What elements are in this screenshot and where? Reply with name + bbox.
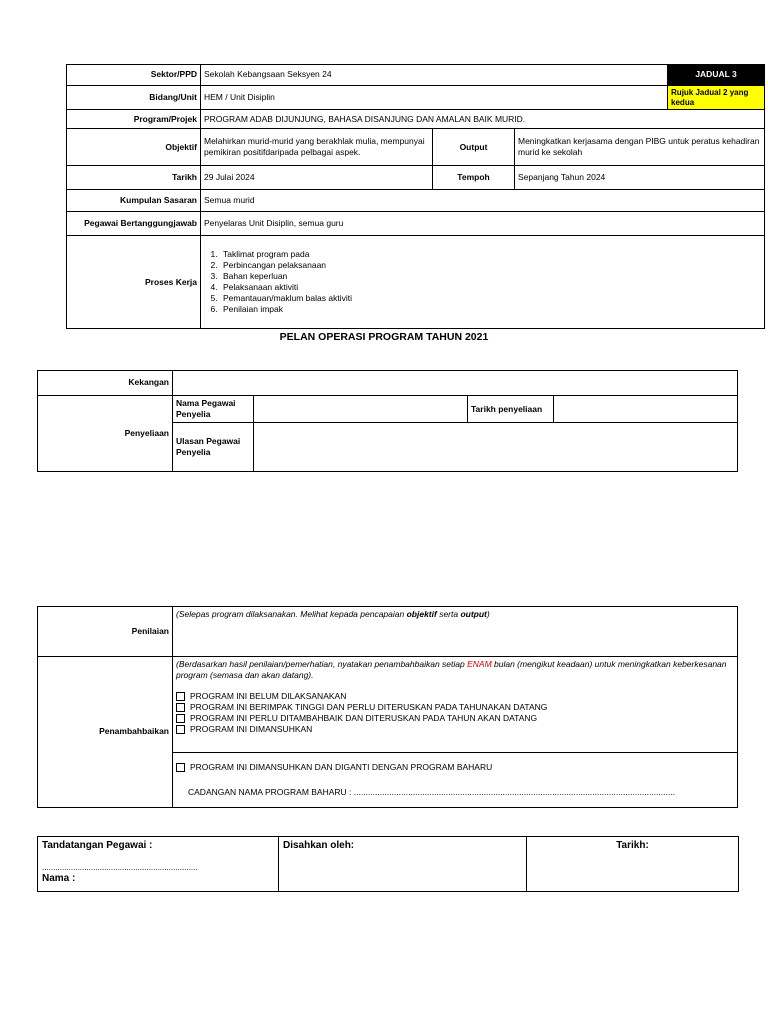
option-label: PROGRAM INI DIMANSUHKAN [190,724,313,735]
signature-table [37,836,739,892]
penambahbaikan-note [176,659,734,681]
nama-pegawai-field[interactable] [254,396,468,423]
note-text: ) [486,609,490,619]
option-label: PROGRAM INI BELUM DILAKSANAKAN [190,691,347,702]
tempoh-label: Tempoh [433,166,515,190]
penambahbaikan-options-cell [173,657,738,753]
ulasan-field[interactable] [254,423,738,472]
option-diganti-checkbox[interactable] [176,762,734,773]
kekangan-value[interactable] [173,371,738,396]
sektor-label: Sektor/PPD [67,65,201,86]
note-bold-output: output [460,609,487,619]
list-item: 1. Taklimat program pada [220,249,761,260]
ulasan-label: Ulasan Pegawai Penyelia [173,423,254,472]
proses-label: Proses Kerja [67,236,201,329]
checkbox-icon [176,763,185,772]
penyeliaan-label: Penyeliaan [38,396,173,472]
option-label: PROGRAM INI DIMANSUHKAN DAN DIGANTI DENGAN PROGRAM BAHARU [190,761,493,772]
kumpulan-label: Kumpulan Sasaran [67,190,201,212]
option-berimpak-checkbox[interactable] [176,702,734,713]
replace-option-cell [173,753,738,808]
tarikh-value: 29 Julai 2024 [201,166,433,190]
option-label: PROGRAM INI BERIMPAK TINGGI DAN PERLU DITERUSKAN PADA TAHUNAKAN DATANG [190,702,548,713]
penyeliaan-table [37,370,738,472]
list-item: 2. Perbincangan pelaksanaan [220,260,761,271]
list-item: 5. Pemantauan/maklum balas aktiviti [220,293,761,304]
kekangan-label: Kekangan [38,371,173,396]
list-item: 4. Pelaksanaan aktiviti [220,282,761,293]
kumpulan-value: Semua murid [201,190,765,212]
nama-pegawai-label: Nama Pegawai Penyelia [173,396,254,423]
penilaian-note[interactable] [173,607,738,657]
output-value: Meningkatkan kerjasama dengan PIBG untuk peratus kehadiran murid ke sekolah [515,129,765,166]
list-item: 6. Penilaian impak [220,304,761,315]
sektor-value: Sekolah Kebangsaan Seksyen 24 [201,65,668,86]
note-text: bulan (mengikut keadaan) untuk meningkatkan keberkesanan program (semasa dan akan datang). [176,659,727,681]
disahkan-cell[interactable] [279,837,527,892]
program-info-table [66,64,765,329]
option-label: PROGRAM INI PERLU DITAMBAHBAIK DAN DITERUSKAN PADA TAHUN AKAN DATANG [190,713,538,724]
tandatangan-label: Tandatangan Pegawai : [42,840,153,851]
signature-dotted-line: ...................................................................... [42,863,198,872]
tarikh-penyeliaan-field[interactable] [554,396,738,423]
proses-list-cell [201,236,765,329]
note-red-enam: ENAM [467,659,492,669]
page-title: PELAN OPERASI PROGRAM TAHUN 2021 [279,331,489,343]
output-label: Output [433,129,515,166]
tarikh-cell[interactable] [527,837,739,892]
tarikh-sign-label: Tarikh: [616,840,649,851]
penilaian-label: Penilaian [38,607,173,657]
disahkan-label: Disahkan oleh: [283,840,355,851]
checkbox-icon [176,692,185,701]
tarikh-label: Tarikh [67,166,201,190]
penilaian-table [37,606,738,808]
tarikh-penyeliaan-label: Tarikh penyeliaan [468,396,554,423]
objektif-label: Objektif [67,129,201,166]
checkbox-icon [176,703,185,712]
jadual-badge: JADUAL 3 [668,65,765,86]
bidang-label: Bidang/Unit [67,86,201,110]
nama-label: Nama : [42,873,76,884]
proses-list [204,249,761,315]
objektif-value: Melahirkan murid-murid yang berakhlak mulia, mempunyai pemikiran positifdaripada pelbagai aspek. [201,129,433,166]
pegawai-label: Pegawai Bertanggungjawab [67,212,201,236]
option-dimansuhkan-checkbox[interactable] [176,724,734,735]
note-bold-objektif: objektif [406,609,437,619]
checkbox-icon [176,714,185,723]
program-label: Program/Projek [67,110,201,129]
bidang-value: HEM / Unit Disiplin [201,86,668,110]
note-text: (Berdasarkan hasil penilaian/pemerhatian, nyatakan penambahbaikan setiap [176,659,468,669]
option-belum-checkbox[interactable] [176,691,734,702]
note-text: (Selepas program dilaksanakan. Melihat kepada pencapaian [176,609,407,619]
penambahbaikan-label: Penambahbaikan [38,657,173,808]
cadangan-line[interactable]: CADANGAN NAMA PROGRAM BAHARU : ........................................................................................................................................ [188,787,675,797]
program-value: PROGRAM ADAB DIJUNJUNG, BAHASA DISANJUNG DAN AMALAN BAIK MURID. [201,110,765,129]
note-text: serta [436,609,461,619]
tempoh-value: Sepanjang Tahun 2024 [515,166,765,190]
option-ditambahbaik-checkbox[interactable] [176,713,734,724]
checkbox-icon [176,725,185,734]
pegawai-value: Penyelaras Unit Disiplin, semua guru [201,212,765,236]
list-item: 3. Bahan keperluan [220,271,761,282]
tandatangan-cell[interactable] [38,837,279,892]
rujuk-note: Rujuk Jadual 2 yang kedua [668,86,765,110]
